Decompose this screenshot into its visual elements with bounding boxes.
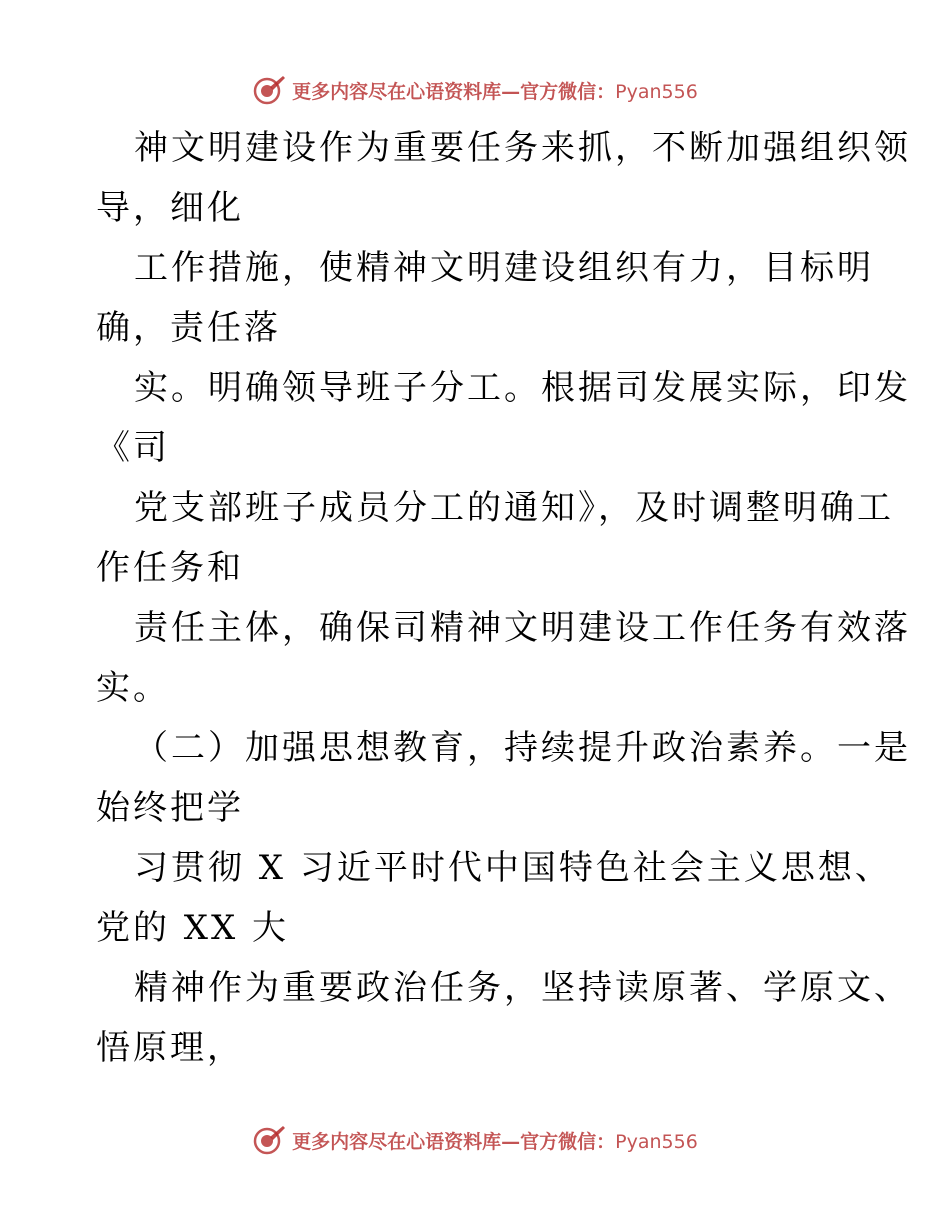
footer-watermark [0, 1120, 950, 1160]
body-line: 悟原理， [96, 1028, 244, 1068]
body-line: 始终把学 [96, 788, 244, 828]
body-line: （二）加强思想教育，持续提升政治素养。一是 [134, 728, 911, 768]
body-line: 导，细化 [96, 188, 244, 228]
header-watermark-text: 更多内容尽在心语资料库—官方微信：Pyan556 [292, 80, 698, 103]
body-line: 工作措施，使精神文明建设组织有力，目标明 [134, 248, 874, 288]
body-line: 党支部班子成员分工的通知》，及时调整明确工 [134, 488, 894, 528]
body-line: 实。 [96, 668, 170, 708]
body-line: 确，责任落 [96, 308, 281, 348]
body-line: 党的 XX 大 [96, 908, 290, 948]
document-body [96, 118, 911, 1078]
pen-seal-icon [252, 1123, 286, 1157]
body-line: 神文明建设作为重要任务来抓，不断加强组织领 [134, 128, 911, 168]
body-line: 《司 [96, 428, 170, 468]
footer-watermark-text: 更多内容尽在心语资料库—官方微信：Pyan556 [292, 1130, 698, 1153]
header-watermark [0, 70, 950, 110]
body-line: 习贯彻 X 习近平时代中国特色社会主义思想、 [134, 848, 892, 888]
body-line: 责任主体，确保司精神文明建设工作任务有效落 [134, 608, 911, 648]
body-line: 作任务和 [96, 548, 244, 588]
header-brand: Pyan556 [615, 80, 698, 103]
footer-brand: Pyan556 [615, 1130, 698, 1153]
body-line: 实。明确领导班子分工。根据司发展实际，印发 [134, 368, 911, 408]
pen-seal-icon [252, 73, 286, 107]
body-line: 精神作为重要政治任务，坚持读原著、学原文、 [134, 968, 911, 1008]
